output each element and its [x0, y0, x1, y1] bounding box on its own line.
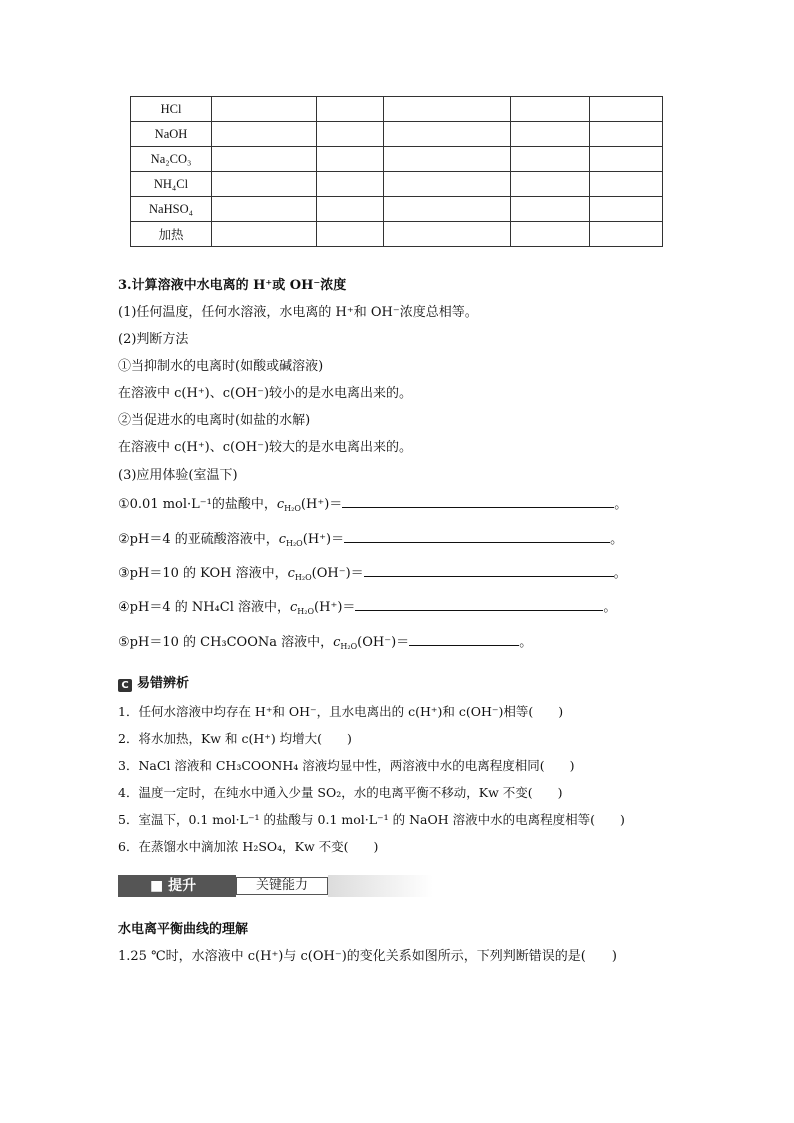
section-c-icon: C [118, 679, 132, 692]
subsection-heading: 水电离平衡曲线的理解 [118, 922, 249, 937]
list-item: 2．将水加热，Kw 和 c(H⁺) 均增大( ) [118, 731, 352, 746]
exercise-item: ④pH＝4 的 NH₄Cl 溶液中，$c_{H_2O}(H^+)=$ 。 [118, 600, 617, 616]
list-item: 5．室温下，0.1 mol·L⁻¹ 的盐酸与 0.1 mol·L⁻¹ 的 NaOH 溶液中水的电离程度相等( ) [118, 812, 625, 827]
row-header: NH₄Cl [131, 172, 212, 197]
banner-fade [328, 875, 433, 897]
row-header: HCl [131, 97, 212, 122]
table-row [131, 147, 663, 172]
banner-tag: 关键能力 [236, 877, 328, 895]
paragraph: ①当抑制水的电离时(如酸或碱溶液) [118, 359, 324, 374]
table-row [131, 197, 663, 222]
section-title: 3.计算溶液中水电离的 H⁺或 OH⁻浓度 [118, 278, 347, 293]
paragraph: ②当促进水的电离时(如盐的水解) [118, 413, 311, 428]
question-text: 1.25 ℃时，水溶液中 c(H⁺)与 c(OH⁻)的变化关系如图所示，下列判断错误的是( ) [118, 949, 617, 964]
row-header: Na₂CO₃ [131, 147, 212, 172]
error-section-header: C 易错辨析 [118, 672, 189, 692]
table-row [131, 122, 663, 147]
banner-label: ■ 提升 [118, 875, 236, 897]
section-banner [118, 875, 433, 897]
list-item: 1．任何水溶液中均存在 H⁺和 OH⁻，且水电离出的 c(H⁺)和 c(OH⁻)相等( ) [118, 704, 564, 719]
exercise-item: ②pH＝4 的亚硫酸溶液中，$c_{H_2O}(H^+)=$ 。 [118, 532, 624, 548]
row-header: NaHSO₄ [131, 197, 212, 222]
exercise-item: ⑤pH＝10 的 CH₃COONa 溶液中，$c_{H_2O}(OH^-)=$ 。 [118, 635, 533, 651]
list-item: 6．在蒸馏水中滴加浓 H₂SO₄，Kw 不变( ) [118, 839, 379, 854]
paragraph: 在溶液中 c(H⁺)、c(OH⁻)较大的是水电离出来的。 [118, 440, 413, 455]
list-item: 4．温度一定时，在纯水中通入少量 SO₂，水的电离平衡不移动，Kw 不变( ) [118, 785, 563, 800]
table-row [131, 222, 663, 247]
row-header: 加热 [131, 222, 212, 247]
list-item: 3．NaCl 溶液和 CH₃COONH₄ 溶液均显中性，两溶液中水的电离程度相同( ) [118, 758, 575, 773]
table-row [131, 97, 663, 122]
paragraph: (1)任何温度，任何水溶液，水电离的 H⁺和 OH⁻浓度总相等。 [118, 305, 478, 320]
table-row [131, 172, 663, 197]
exercise-item: ③pH＝10 的 KOH 溶液中，$c_{H_2O}(OH^-)=$ 。 [118, 566, 627, 582]
paragraph: 在溶液中 c(H⁺)、c(OH⁻)较小的是水电离出来的。 [118, 386, 413, 401]
paragraph: (2)判断方法 [118, 332, 189, 347]
row-header: NaOH [131, 122, 212, 147]
exercise-item: ①0.01 mol·L⁻¹的盐酸中，$c_{H_2O}(H^+)=$ 。 [118, 497, 628, 513]
paragraph: (3)应用体验(室温下) [118, 468, 238, 483]
ion-effect-table [130, 96, 663, 247]
